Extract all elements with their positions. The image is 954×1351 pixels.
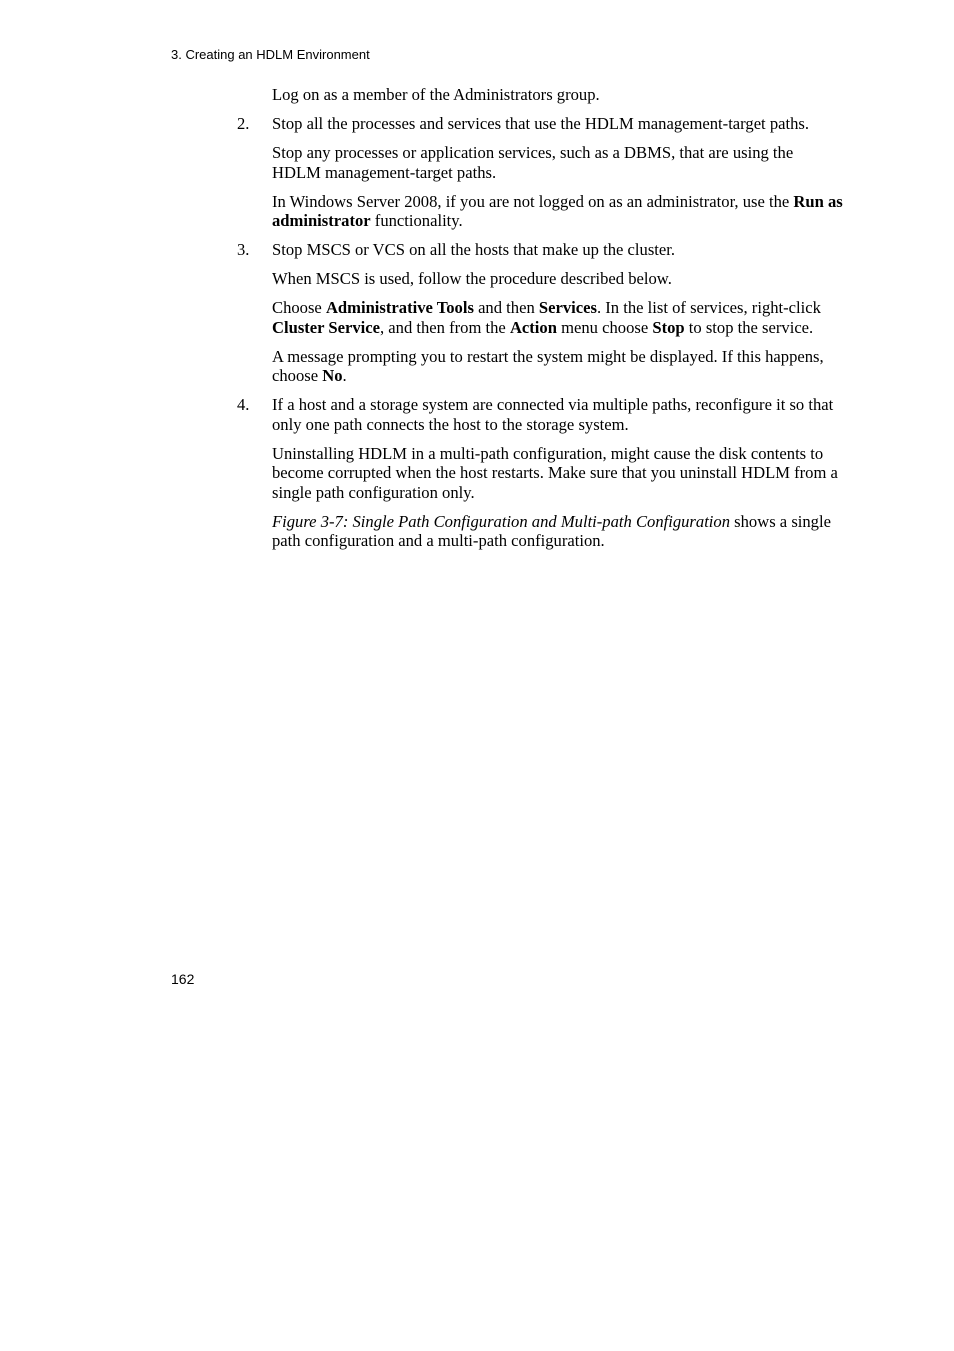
step-3 xyxy=(237,240,844,260)
text-run: , and then from the xyxy=(379,317,510,337)
text-run: and then xyxy=(473,298,539,317)
paragraph-restart-message xyxy=(272,347,844,386)
text-run: . xyxy=(342,366,347,385)
text-run: In Windows Server 2008, if you are not logged on as an administrator, use the xyxy=(272,191,794,211)
text-run: shows a single path configuration and a multi-path configuration. xyxy=(272,511,831,550)
paragraph-stop-processes: Stop any processes or application services, such as a DBMS, that are using the HDLM management-target paths. xyxy=(272,143,794,182)
bold-services: Services xyxy=(538,298,597,317)
step-4 xyxy=(237,395,844,434)
bold-action: Action xyxy=(509,317,557,337)
figure-reference-link: Figure 3-7: Single Path Configuration and Multi-path Configuration xyxy=(272,511,731,531)
bold-cluster-service: Cluster Service xyxy=(272,317,380,337)
bold-administrative-tools: Administrative Tools xyxy=(325,298,474,317)
text-run: functionality. xyxy=(370,211,463,230)
step-number: 4. xyxy=(237,395,250,414)
step-number: 3. xyxy=(237,240,250,259)
paragraph-windows-2008 xyxy=(272,192,844,231)
text-run: . In the list of services, right-click xyxy=(596,298,821,317)
paragraph-logon: Log on as a member of the Administrators group. xyxy=(272,85,600,104)
step-text: If a host and a storage system are connected via multiple paths, reconfigure it so that only one path connects the host to the storage system. xyxy=(272,395,834,434)
bold-run-as-administrator: Run as administrator xyxy=(272,191,843,230)
step-number: 2. xyxy=(237,114,250,133)
step-text: Stop MSCS or VCS on all the hosts that make up the cluster. xyxy=(272,240,676,259)
page-body xyxy=(237,85,844,560)
bold-stop: Stop xyxy=(652,317,685,337)
text-run: Choose xyxy=(272,298,326,317)
bold-no: No xyxy=(322,366,343,385)
page-number: 162 xyxy=(171,971,195,987)
running-header: 3. Creating an HDLM Environment xyxy=(171,47,370,62)
paragraph-figure-reference xyxy=(272,512,844,551)
paragraph-choose-tools xyxy=(272,298,844,337)
text-run: A message prompting you to restart the system might be displayed. If this happens, choose xyxy=(272,346,824,385)
text-run: menu choose xyxy=(556,317,653,337)
paragraph-mscs: When MSCS is used, follow the procedure described below. xyxy=(272,269,672,288)
step-2 xyxy=(237,114,844,134)
step-text: Stop all the processes and services that use the HDLM management-target paths. xyxy=(272,114,809,133)
paragraph-uninstall-warning: Uninstalling HDLM in a multi-path configuration, might cause the disk contents to become corrupted when the host restarts. Make sure that you uninstall HDLM from a single path configuration only. xyxy=(272,443,838,502)
text-run: to stop the service. xyxy=(684,317,814,337)
